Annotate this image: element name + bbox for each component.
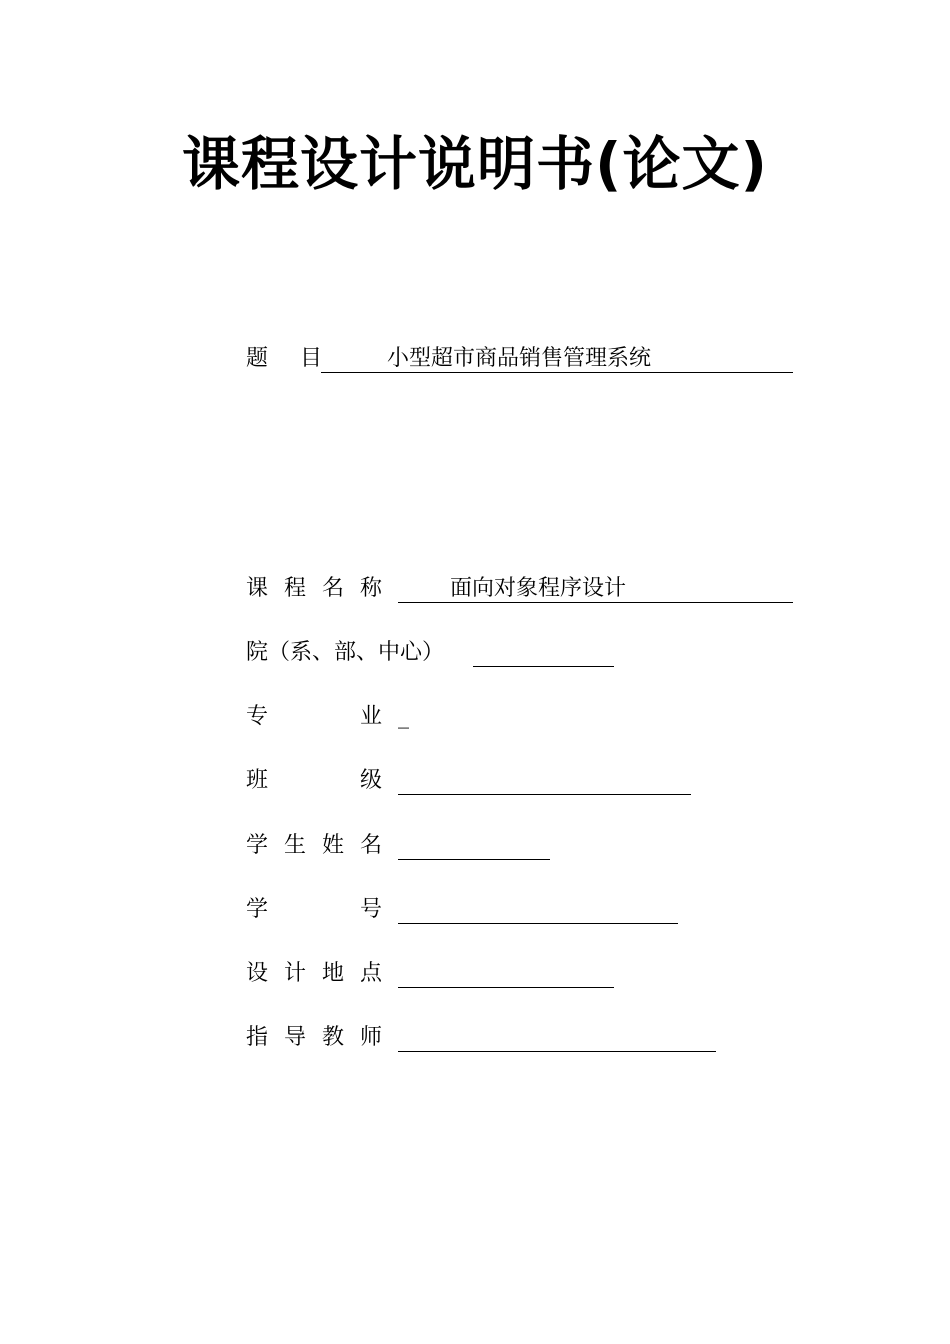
class-field[interactable] <box>398 764 691 795</box>
department-label: 院（系、部、中心） <box>246 640 445 665</box>
course-value: 面向对象程序设计 <box>450 576 627 601</box>
student-id-field[interactable] <box>398 893 678 924</box>
topic-value: 小型超市商品销售管理系统 <box>387 346 652 371</box>
topic-field[interactable] <box>321 342 793 373</box>
advisor-label: 指 导 教 师 <box>246 1025 383 1050</box>
student-name-label: 学 生 姓 名 <box>246 833 383 858</box>
major-label: 专 业 <box>246 704 383 729</box>
advisor-field[interactable] <box>398 1021 716 1052</box>
student-name-field[interactable] <box>398 829 550 860</box>
department-field[interactable] <box>473 636 614 667</box>
course-label: 课 程 名 称 <box>246 576 383 601</box>
location-label: 设 计 地 点 <box>246 961 383 986</box>
topic-label: 题 目 <box>246 346 323 371</box>
document-title: 课程设计说明书(论文) <box>181 130 769 198</box>
student-id-label: 学 号 <box>246 897 383 922</box>
major-value[interactable]: _ <box>398 704 409 729</box>
course-field[interactable] <box>398 572 793 603</box>
class-label: 班 级 <box>246 768 383 793</box>
location-field[interactable] <box>398 957 614 988</box>
